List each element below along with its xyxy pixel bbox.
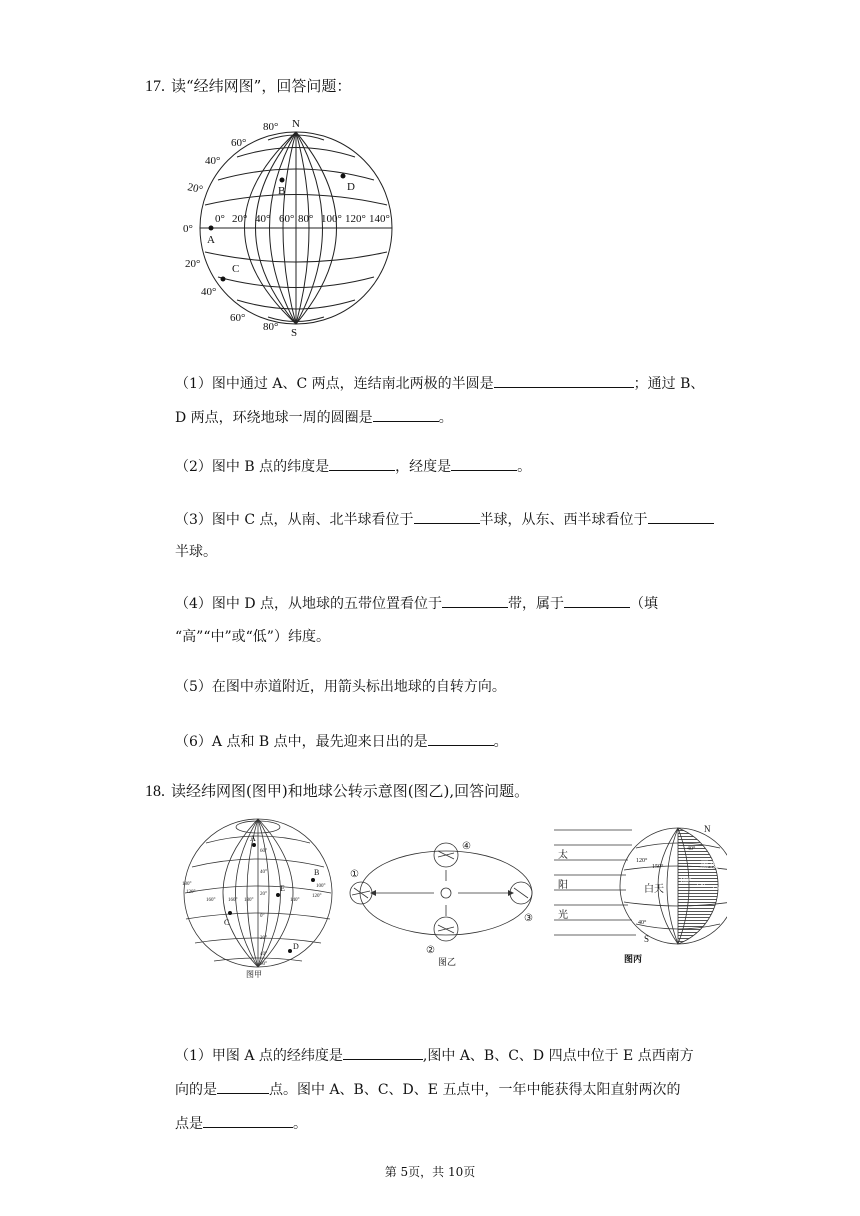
figure-yi-orbit: [346, 833, 546, 968]
text: ,图中 A、B、C、D 四点中位于 E 点西南方: [422, 1048, 694, 1064]
bing-pole-n: N: [704, 824, 711, 834]
lat-label: 0°: [183, 223, 193, 235]
orbit-position-label: ④: [462, 841, 471, 852]
jia-point-label: D: [293, 942, 299, 951]
text: ，经度是: [395, 459, 452, 475]
lat-label: 80°: [263, 121, 279, 133]
orbit-position-label: ②: [426, 945, 435, 956]
question-title: 读经纬网图(图甲)和地球公转示意图(图乙),回答问题。: [171, 782, 530, 800]
jia-point-label: B: [314, 868, 320, 877]
answer-blank[interactable]: [203, 1113, 293, 1128]
jia-grid-label: 100°: [316, 884, 326, 889]
orbit-position-label: ③: [524, 913, 533, 924]
lon-label: 40°: [255, 213, 271, 225]
q17-part4-line1: [175, 593, 658, 614]
q17-part4-line2: [175, 627, 330, 647]
bing-deg-label: 150°: [696, 882, 708, 888]
figure-yi-caption: 图乙: [438, 957, 457, 967]
question-number: 17.: [145, 78, 165, 95]
q17-part3-line1: [175, 509, 714, 530]
answer-blank[interactable]: [451, 456, 517, 471]
jia-grid-label: 120°: [312, 894, 322, 899]
figure-jia-caption: 图甲: [246, 970, 262, 979]
answer-blank[interactable]: [329, 456, 395, 471]
point-b: [311, 878, 315, 882]
jia-grid-label: 40°: [260, 870, 267, 875]
jia-grid-label: 180°: [182, 882, 192, 887]
globe-graticule-figure: [175, 112, 405, 342]
q18-title-row: [145, 780, 529, 801]
bing-deg-label: 150°: [652, 864, 664, 870]
question-title: 读“经纬网图”，回答问题：: [171, 77, 352, 95]
pole-s-label: S: [291, 327, 298, 339]
text: （4）图中 D 点，从地球的五带位置看位于: [175, 596, 443, 612]
jia-grid-label: 160°: [228, 898, 238, 903]
answer-blank[interactable]: [442, 593, 508, 608]
sunlight-char: 阳: [558, 880, 568, 891]
sunlight-char: 太: [558, 850, 568, 861]
lat-label: 60°: [231, 137, 247, 149]
text: 点是: [175, 1116, 203, 1132]
answer-blank[interactable]: [373, 407, 439, 422]
text: 半球。: [175, 544, 217, 560]
lon-label: 20°: [232, 213, 248, 225]
point-a-label: A: [207, 234, 215, 246]
point-c: [228, 911, 232, 915]
q17-part3-line2: [175, 542, 217, 562]
text: （填: [630, 596, 659, 612]
pole-n-label: N: [292, 118, 300, 130]
text: D 两点，环绕地球一周的圆圈是: [175, 410, 373, 426]
point-a: [209, 226, 214, 231]
lat-label: 40°: [201, 286, 217, 298]
bing-deg-label: 120°: [712, 886, 724, 892]
bing-pole-s: S: [644, 934, 650, 944]
jia-grid-label: 20°: [260, 892, 267, 897]
text: ；通过 B、: [633, 376, 705, 392]
answer-blank[interactable]: [494, 373, 634, 388]
page-number: 第 5页，共 10页: [384, 1165, 476, 1179]
q17-part2: [175, 456, 531, 477]
text: 。: [517, 459, 532, 475]
point-e: [276, 893, 280, 897]
lat-label: 20°: [186, 181, 204, 197]
jia-point-label: E: [280, 884, 285, 893]
text: “高”“中”或“低”）纬度。: [175, 629, 330, 645]
q17-part6: [175, 731, 508, 752]
figure-bing-daynight: [552, 820, 727, 965]
q17-part1-line2: [175, 407, 453, 428]
lon-label: 100°: [321, 213, 342, 225]
bing-deg-label: 40°: [687, 846, 696, 852]
answer-blank[interactable]: [343, 1045, 423, 1060]
text: 。: [493, 734, 508, 750]
jia-grid-label: 60°: [260, 849, 267, 854]
answer-blank[interactable]: [217, 1079, 269, 1094]
text: （5）在图中赤道附近，用箭头标出地球的自转方向。: [175, 679, 506, 695]
answer-blank[interactable]: [648, 509, 714, 524]
bing-deg-label: 40°: [638, 920, 647, 926]
text: 向的是: [175, 1082, 217, 1098]
orbit-position-label: ①: [350, 869, 359, 880]
point-b: [280, 178, 285, 183]
text: （2）图中 B 点的纬度是: [175, 459, 330, 475]
lon-label: 0°: [215, 213, 225, 225]
answer-blank[interactable]: [428, 731, 494, 746]
bing-deg-label: 150°: [680, 878, 692, 884]
day-label: 白天: [644, 884, 664, 895]
q18-part1-line1: [175, 1045, 694, 1066]
text: （1）图中通过 A、C 两点，连结南北两极的半圆是: [175, 376, 494, 392]
text: 半球，从东、西半球看位于: [479, 512, 648, 528]
text: 点。图中 A、B、C、D、E 五点中，一年中能获得太阳直射两次的: [269, 1082, 681, 1098]
point-c-label: C: [232, 263, 240, 275]
text: （6）A 点和 B 点中，最先迎来日出的是: [175, 734, 428, 750]
jia-grid-label: 120°: [186, 890, 196, 895]
q17-title-row: [145, 75, 351, 96]
jia-grid-label: 40°: [260, 952, 267, 957]
night-label: 黑夜: [700, 860, 719, 870]
jia-grid-label: 160°: [206, 898, 216, 903]
jia-grid-label: 60°: [260, 962, 267, 967]
jia-grid-label: 180°: [244, 898, 254, 903]
lat-label: 60°: [230, 312, 246, 324]
sunlight-char: 光: [558, 910, 568, 921]
point-d-label: D: [347, 181, 355, 193]
lon-label: 80°: [298, 213, 314, 225]
lon-label: 60°: [279, 213, 295, 225]
q18-part1-line2: [175, 1079, 680, 1100]
point-d: [288, 949, 292, 953]
text: 。: [438, 410, 453, 426]
lat-label: 20°: [185, 258, 201, 270]
text: （1）甲图 A 点的经纬度是: [175, 1048, 343, 1064]
bing-deg-label: 120°: [636, 858, 648, 864]
jia-grid-label: 140°: [290, 898, 300, 903]
q17-part5: [175, 677, 506, 697]
point-a: [252, 843, 256, 847]
jia-point-label: C: [224, 918, 230, 927]
lat-label: 80°: [263, 321, 279, 333]
question-number: 18.: [145, 783, 165, 800]
text: （3）图中 C 点，从南、北半球看位于: [175, 512, 414, 528]
text: 。: [293, 1116, 307, 1132]
q17-part1-line1: [175, 373, 704, 394]
lon-label: 140°: [369, 213, 390, 225]
jia-grid-label: 20°: [260, 936, 267, 941]
answer-blank[interactable]: [564, 593, 630, 608]
lat-label: 40°: [205, 155, 221, 167]
answer-blank[interactable]: [414, 509, 480, 524]
point-c: [221, 277, 226, 282]
jia-grid-label: 0°: [260, 914, 265, 919]
figure-jia-globe: [178, 815, 338, 980]
page-footer: [0, 1163, 860, 1180]
jia-point-label: A: [250, 834, 256, 843]
q18-part1-line3: [175, 1113, 307, 1134]
point-d: [341, 174, 346, 179]
point-b-label: B: [278, 185, 286, 197]
lon-label: 120°: [345, 213, 366, 225]
figure-bing-caption: 图丙: [624, 954, 643, 964]
text: 带，属于: [508, 596, 565, 612]
